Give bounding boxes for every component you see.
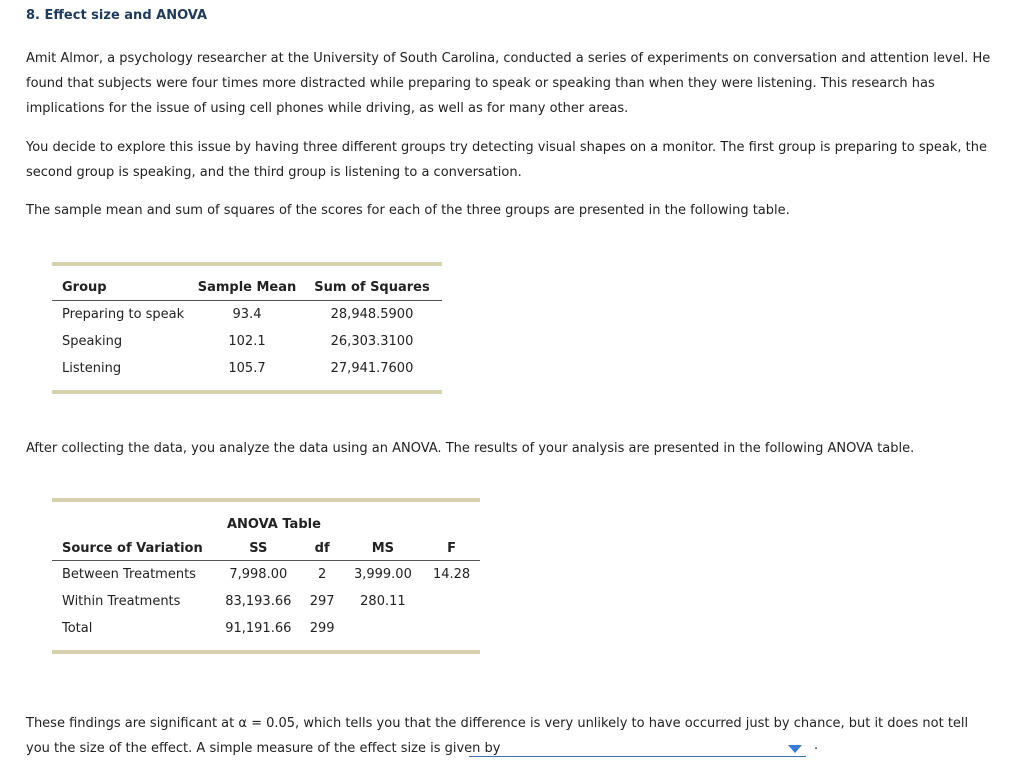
column-header: Source of Variation [52,536,215,561]
column-header: Group [52,274,192,301]
table-cell: 299 [309,621,335,636]
anova-table [52,498,480,654]
column-header: Sum of Squares [302,274,442,301]
sentence-period: . [814,738,819,753]
effect-size-dropdown[interactable] [469,740,806,757]
table-cell [423,615,480,642]
table-row [52,328,442,355]
table-cell: 27,941.7600 [330,361,414,376]
effect-size-paragraph: These findings are significant at α = 0.05, which tells you that the difference is very unlikely to have occurred just by chance, but it does not tell you the size of the effect. A simple measure of the effect size is given by [26,716,969,756]
table-header-row [52,274,442,301]
table-bottom-rule [52,650,480,654]
table-cell: 297 [309,594,335,609]
table-cell: Preparing to speak [62,307,185,322]
table-top-rule [52,498,480,502]
question-title: 8. Effect size and ANOVA [26,8,208,23]
table-row [52,561,480,589]
column-header: Sample Mean [192,274,302,301]
design-paragraph: You decide to explore this issue by having three different groups try detecting visual shapes on a monitor. The first group is preparing to speak, the second group is speaking, and the third group is listening to a conversation. [26,140,987,180]
anova-intro-paragraph: After collecting the data, you analyze the data using an ANOVA. The results of your analysis are presented in the following ANOVA table. [26,441,915,456]
table-cell: 105.7 [228,361,266,376]
column-header: F [423,536,480,561]
table-row [52,355,442,382]
table-intro-paragraph: The sample mean and sum of squares of the scores for each of the three groups are presented in the following table. [26,203,790,218]
table-bottom-rule [52,390,442,394]
table-cell: 83,193.66 [225,594,292,609]
column-header: MS [343,536,424,561]
table-cell: 26,303.3100 [330,334,414,349]
table-cell: 91,191.66 [225,621,292,636]
table-row [52,588,480,615]
table-cell: Total [62,621,93,636]
table-cell: 93.4 [232,307,262,322]
table-row [52,615,480,642]
table-cell: 102.1 [228,334,266,349]
table-cell: 28,948.5900 [330,307,414,322]
table-cell: 280.11 [360,594,406,609]
table-header-row [52,536,480,561]
table-cell: 14.28 [432,567,471,582]
table-cell [343,615,424,642]
table-cell: Between Treatments [62,567,196,582]
table-row [52,301,442,329]
table-top-rule [52,262,442,266]
intro-paragraph: Amit Almor, a psychology researcher at the University of South Carolina, conducted a series of experiments on conversation and attention level. He found that subjects were four times more distracted while preparing to speak or speaking than when they were listening. This research has implications for the issue of using cell phones while driving, as well as for many other areas. [26,51,991,116]
column-header: SS [215,536,302,561]
table-cell: Listening [62,361,122,376]
table-cell: 2 [318,567,327,582]
group-table [52,262,442,394]
table-cell: Within Treatments [62,594,181,609]
table-cell: Speaking [62,334,123,349]
column-header: df [302,536,343,561]
table-cell: 3,999.00 [353,567,412,582]
chevron-down-icon[interactable] [788,745,802,753]
table-cell [423,588,480,615]
table-caption: ANOVA Table [226,516,321,532]
table-cell: 7,998.00 [229,567,288,582]
